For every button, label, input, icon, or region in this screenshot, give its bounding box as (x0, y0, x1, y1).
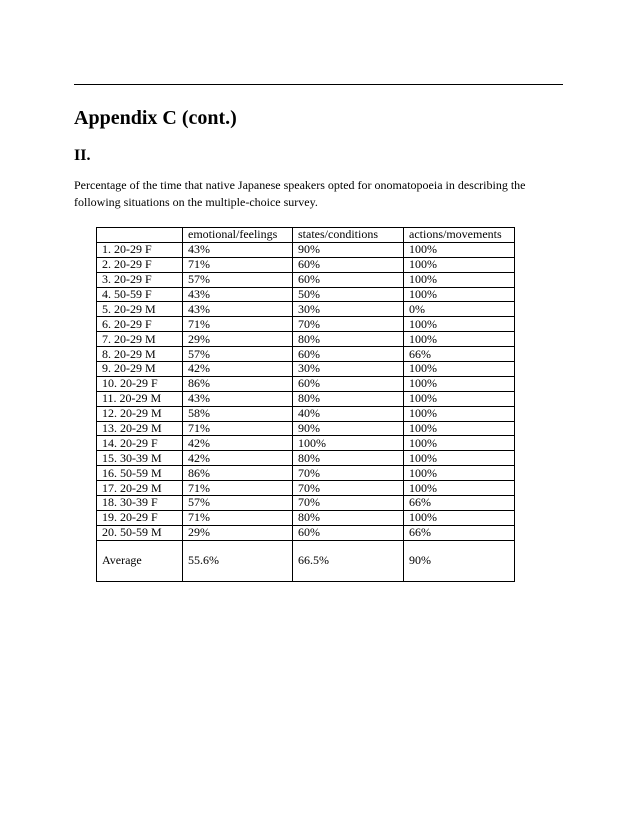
states-cell: 60% (293, 347, 404, 362)
participant-cell: 13. 20-29 M (97, 421, 183, 436)
participant-cell: 5. 20-29 M (97, 302, 183, 317)
emotional-cell: 71% (183, 421, 293, 436)
participant-cell: 20. 50-59 M (97, 525, 183, 540)
emotional-cell: 42% (183, 436, 293, 451)
states-cell: 80% (293, 510, 404, 525)
states-cell: 70% (293, 496, 404, 511)
table-row (97, 406, 515, 421)
participant-cell: 18. 30-39 F (97, 496, 183, 511)
states-cell: 80% (293, 451, 404, 466)
states-cell: 70% (293, 481, 404, 496)
actions-cell: 100% (404, 362, 515, 377)
emotional-cell: 57% (183, 347, 293, 362)
table-row (97, 302, 515, 317)
actions-cell: 0% (404, 302, 515, 317)
actions-cell: 100% (404, 287, 515, 302)
table-row (97, 391, 515, 406)
participant-cell: 3. 20-29 F (97, 272, 183, 287)
emotional-cell: 43% (183, 391, 293, 406)
states-cell: 30% (293, 302, 404, 317)
participant-cell: 2. 20-29 F (97, 257, 183, 272)
actions-cell: 100% (404, 317, 515, 332)
table-description: Percentage of the time that native Japanese speakers opted for onomatopoeia in describing the following situations on the multiple-choice survey. (74, 178, 526, 209)
states-cell: 90% (293, 242, 404, 257)
states-cell: 50% (293, 287, 404, 302)
emotional-cell: 71% (183, 481, 293, 496)
emotional-cell: 29% (183, 332, 293, 347)
table-row (97, 451, 515, 466)
average-states-cell: 66.5% (293, 540, 404, 581)
average-row (97, 540, 515, 581)
actions-cell: 100% (404, 391, 515, 406)
states-cell: 80% (293, 391, 404, 406)
states-cell: 90% (293, 421, 404, 436)
states-cell: 60% (293, 257, 404, 272)
average-label-cell: Average (97, 540, 183, 581)
actions-cell: 100% (404, 242, 515, 257)
actions-cell: 100% (404, 510, 515, 525)
top-horizontal-rule (74, 84, 563, 85)
actions-cell: 100% (404, 481, 515, 496)
participant-cell: 11. 20-29 M (97, 391, 183, 406)
header-cell-actions: actions/movements (404, 228, 515, 243)
emotional-cell: 71% (183, 257, 293, 272)
emotional-cell: 86% (183, 376, 293, 391)
participant-cell: 16. 50-59 M (97, 466, 183, 481)
states-cell: 40% (293, 406, 404, 421)
emotional-cell: 58% (183, 406, 293, 421)
states-cell: 70% (293, 317, 404, 332)
table-row (97, 376, 515, 391)
actions-cell: 66% (404, 496, 515, 511)
table-header-row (97, 228, 515, 243)
emotional-cell: 29% (183, 525, 293, 540)
participant-cell: 6. 20-29 F (97, 317, 183, 332)
survey-results-table (96, 227, 515, 582)
emotional-cell: 42% (183, 451, 293, 466)
actions-cell: 100% (404, 421, 515, 436)
participant-cell: 17. 20-29 M (97, 481, 183, 496)
emotional-cell: 71% (183, 510, 293, 525)
participant-cell: 7. 20-29 M (97, 332, 183, 347)
page-title: Appendix C (cont.) (74, 107, 237, 129)
participant-cell: 1. 20-29 F (97, 242, 183, 257)
actions-cell: 100% (404, 436, 515, 451)
table-row (97, 242, 515, 257)
table-row (97, 317, 515, 332)
header-cell-emotional: emotional/feelings (183, 228, 293, 243)
states-cell: 30% (293, 362, 404, 377)
emotional-cell: 57% (183, 496, 293, 511)
actions-cell: 100% (404, 406, 515, 421)
table-row (97, 287, 515, 302)
emotional-cell: 42% (183, 362, 293, 377)
actions-cell: 100% (404, 451, 515, 466)
actions-cell: 66% (404, 525, 515, 540)
participant-cell: 9. 20-29 M (97, 362, 183, 377)
table-row (97, 257, 515, 272)
table-row (97, 272, 515, 287)
emotional-cell: 71% (183, 317, 293, 332)
emotional-cell: 43% (183, 242, 293, 257)
states-cell: 60% (293, 272, 404, 287)
participant-cell: 14. 20-29 F (97, 436, 183, 451)
actions-cell: 100% (404, 466, 515, 481)
actions-cell: 100% (404, 272, 515, 287)
participant-cell: 10. 20-29 F (97, 376, 183, 391)
participant-cell: 12. 20-29 M (97, 406, 183, 421)
table-row (97, 436, 515, 451)
average-emotional-cell: 55.6% (183, 540, 293, 581)
table-row (97, 362, 515, 377)
actions-cell: 100% (404, 332, 515, 347)
table-row (97, 510, 515, 525)
actions-cell: 100% (404, 257, 515, 272)
table-row (97, 347, 515, 362)
emotional-cell: 86% (183, 466, 293, 481)
actions-cell: 66% (404, 347, 515, 362)
table-row (97, 421, 515, 436)
emotional-cell: 57% (183, 272, 293, 287)
participant-cell: 8. 20-29 M (97, 347, 183, 362)
states-cell: 100% (293, 436, 404, 451)
emotional-cell: 43% (183, 287, 293, 302)
table-row (97, 481, 515, 496)
states-cell: 80% (293, 332, 404, 347)
participant-cell: 4. 50-59 F (97, 287, 183, 302)
actions-cell: 100% (404, 376, 515, 391)
header-cell-states: states/conditions (293, 228, 404, 243)
table-row (97, 332, 515, 347)
average-actions-cell: 90% (404, 540, 515, 581)
participant-cell: 19. 20-29 F (97, 510, 183, 525)
states-cell: 60% (293, 376, 404, 391)
states-cell: 60% (293, 525, 404, 540)
table-row (97, 525, 515, 540)
table-row (97, 496, 515, 511)
participant-cell: 15. 30-39 M (97, 451, 183, 466)
states-cell: 70% (293, 466, 404, 481)
emotional-cell: 43% (183, 302, 293, 317)
header-cell-participant (97, 228, 183, 243)
table-row (97, 466, 515, 481)
section-label: II. (74, 147, 91, 164)
